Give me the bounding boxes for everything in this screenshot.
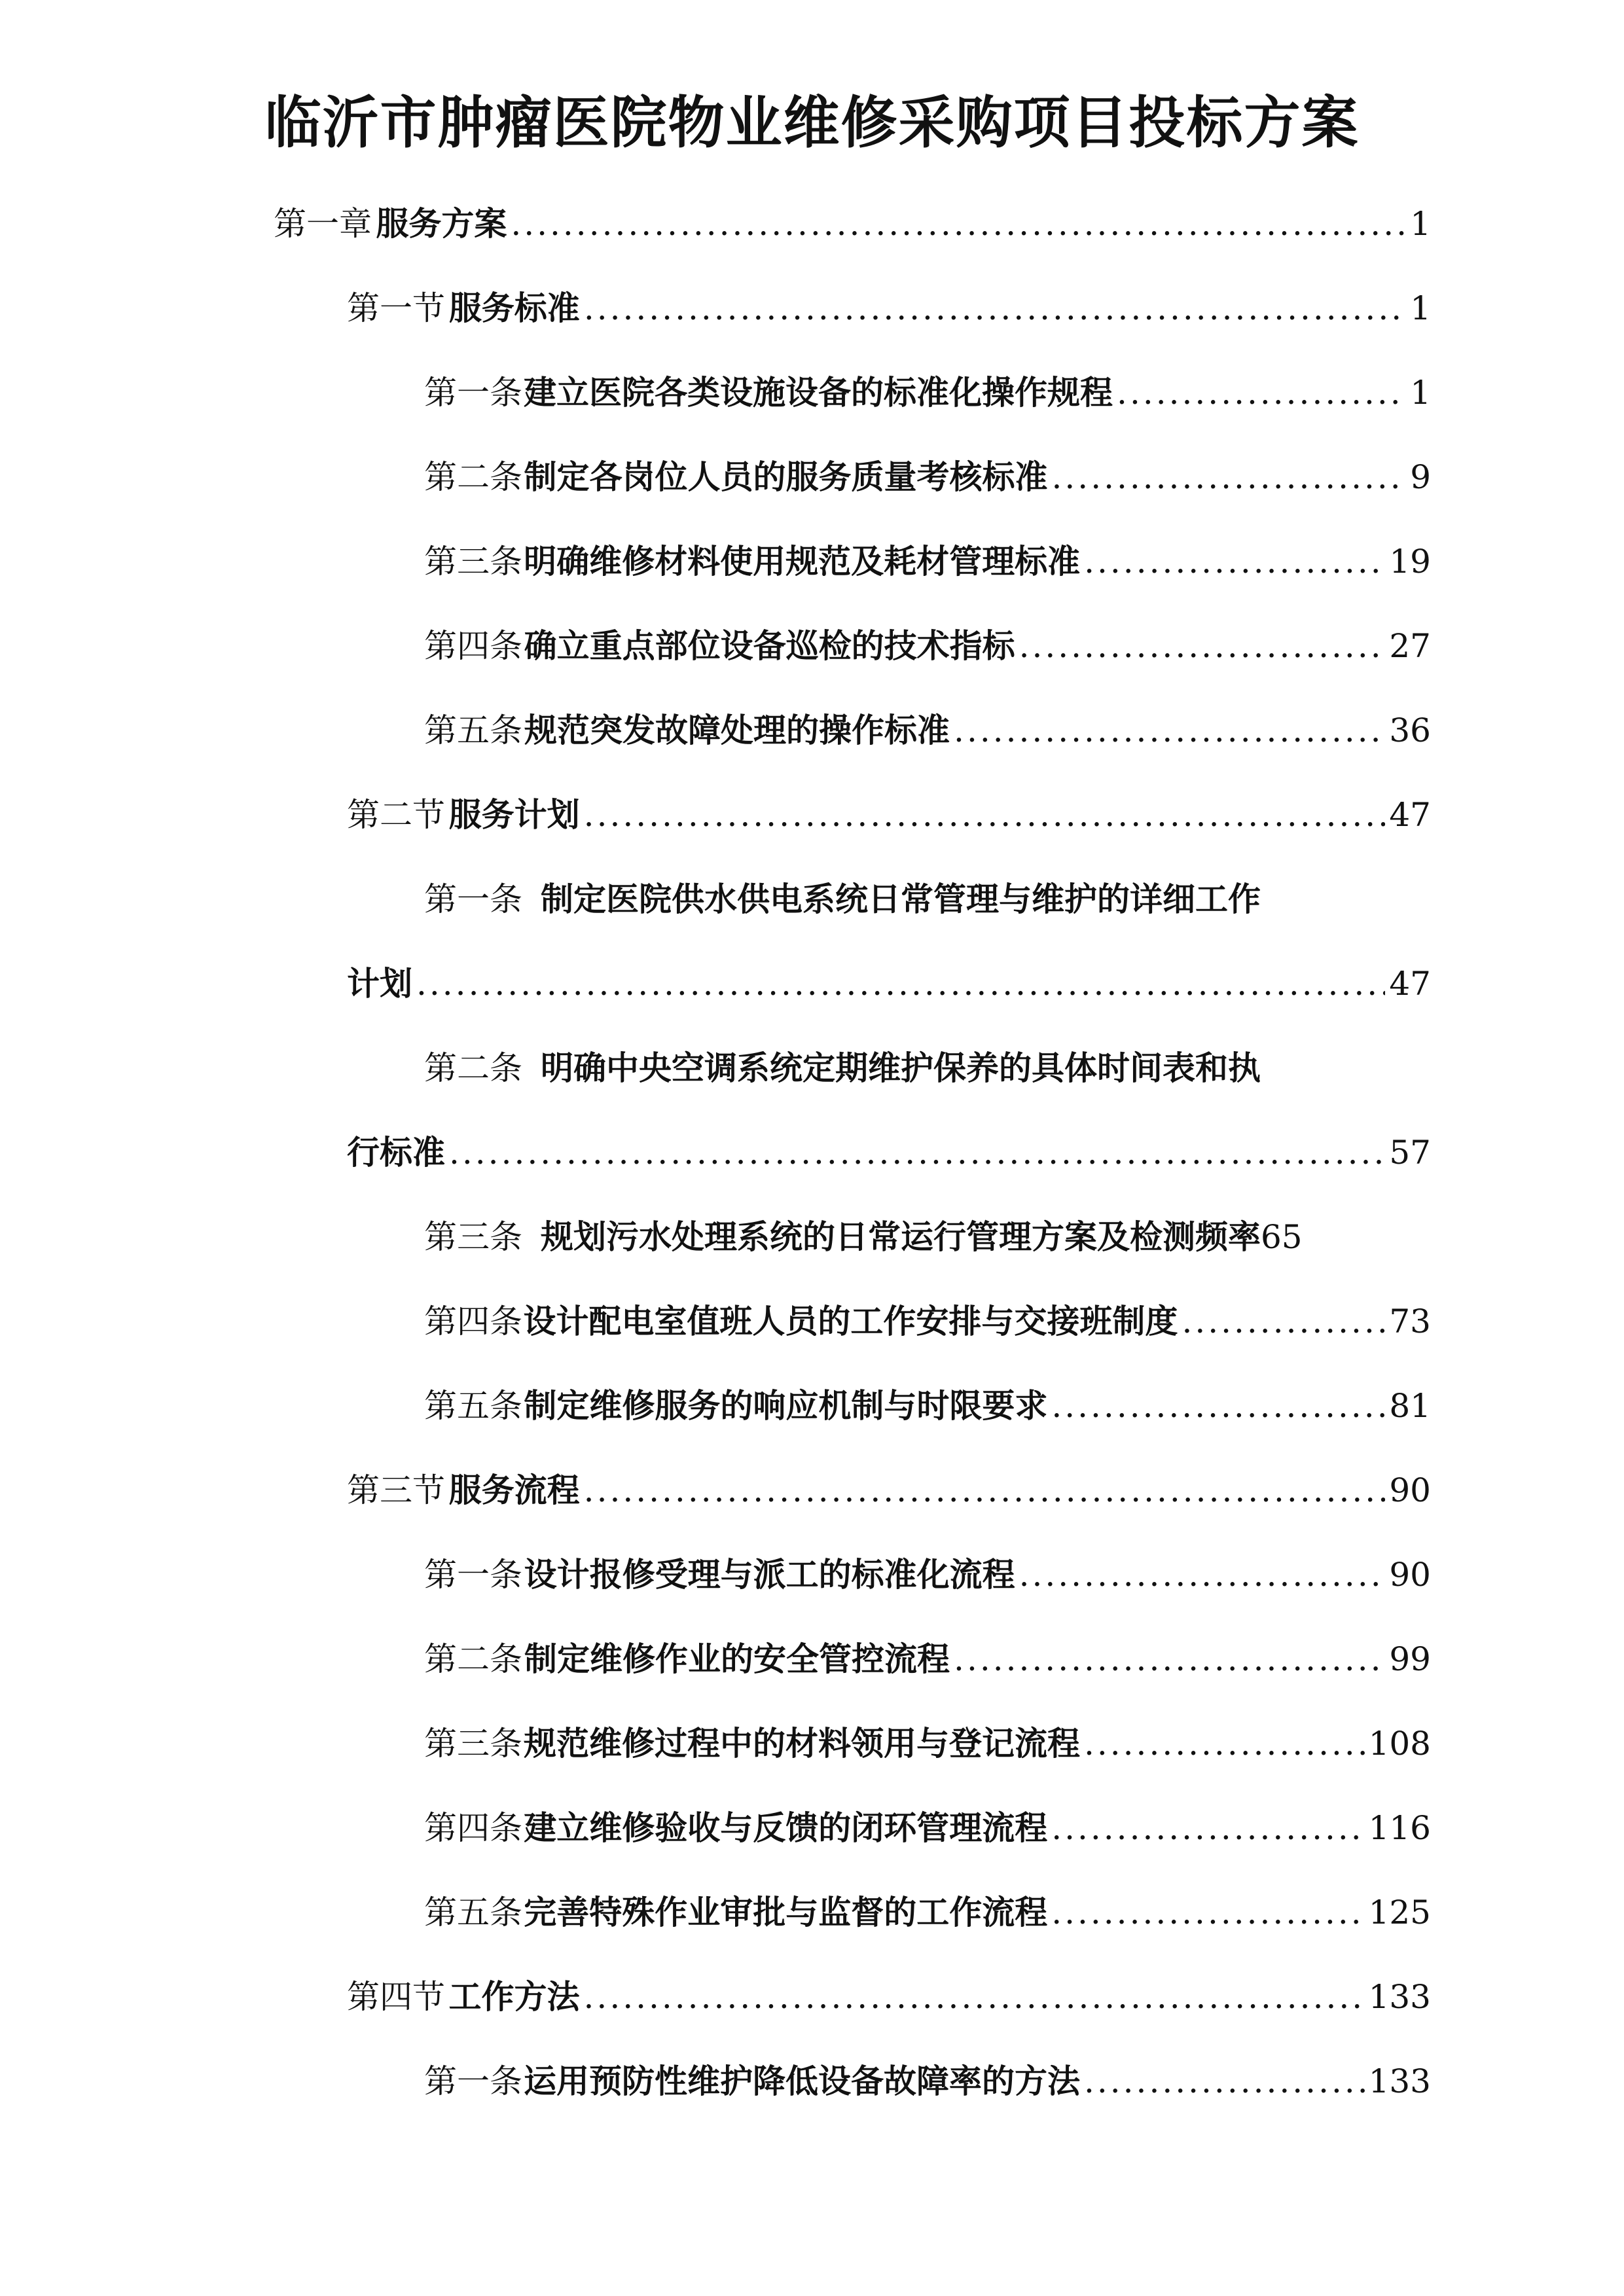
toc-entry-article[interactable] [424,1216,1431,1258]
toc-entry-article[interactable] [424,1300,1431,1342]
toc-page: 99 [1389,1640,1431,1678]
toc-entry-article[interactable] [424,625,1431,667]
toc-leader [416,963,1385,1005]
toc-leader [954,709,1385,751]
toc-page: 47 [1389,796,1431,834]
toc-title: 工作方法 [448,1978,580,2016]
toc-number: 第一条 [424,374,522,412]
toc-page: 47 [1389,965,1431,1003]
toc-entry-chapter-1[interactable] [274,203,1431,245]
toc-leader [954,1638,1385,1680]
toc-title: 明确中央空调系统定期维护保养的具体时间表和执 [541,1049,1261,1087]
toc-title: 服务流程 [448,1471,580,1509]
toc-title: 明确维修材料使用规范及耗材管理标准 [524,543,1081,581]
toc-number: 第四条 [424,1302,522,1340]
toc-title: 服务计划 [448,796,580,834]
toc-title: 设计报修受理与派工的标准化流程 [524,1556,1015,1594]
toc-number: 第五条 [424,1387,522,1425]
toc-page: 133 [1368,1978,1431,2016]
toc-leader [584,1469,1386,1511]
toc-leader [511,203,1406,245]
toc-title: 建立医院各类设施设备的标准化操作规程 [524,374,1113,412]
toc-entry-article[interactable] [424,1807,1431,1849]
toc-number: 第二节 [347,796,445,834]
document-title: 临沂市肿瘤医院物业维修采购项目投标方案 [264,90,1360,156]
toc-leader [584,287,1406,329]
toc-entry-article-wrapped[interactable] [424,878,1431,920]
toc-leader [1051,1807,1364,1849]
toc-page: 90 [1389,1556,1431,1594]
toc-number: 第二条 [424,458,522,496]
toc-entry-article[interactable] [424,1638,1431,1680]
toc-page: 73 [1389,1302,1431,1340]
toc-leader [1052,456,1407,498]
toc-number: 第一条 [424,2062,522,2100]
toc-number: 第一章 [274,205,372,243]
toc-title: 制定医院供水供电系统日常管理与维护的详细工作 [541,880,1261,918]
toc-entry-section-4[interactable] [347,1976,1431,2018]
toc-leader [1019,625,1386,667]
toc-number: 第五条 [424,711,522,749]
toc-title: 服务标准 [448,289,580,327]
toc-entry-continuation[interactable] [347,963,1431,1005]
toc-entry-article[interactable] [424,1554,1431,1596]
toc-title: 运用预防性维护降低设备故障率的方法 [523,2062,1080,2100]
toc-number: 第四节 [347,1978,445,2016]
toc-entry-article[interactable] [424,456,1431,498]
toc-page: 36 [1389,711,1431,749]
toc-page: 65 [1261,1218,1303,1256]
toc-entry-article[interactable] [424,372,1431,414]
toc-number: 第四条 [424,1809,522,1847]
toc-leader [1084,2060,1365,2102]
toc-title-continued: 计划 [347,965,412,1003]
toc-entry-article[interactable] [424,2060,1431,2102]
toc-entry-article[interactable] [424,541,1431,583]
toc-entry-section-2[interactable] [347,794,1431,836]
toc-title: 规范维修过程中的材料领用与登记流程 [523,1725,1080,1763]
toc-leader [1051,1892,1364,1933]
toc-title: 服务方案 [376,205,507,243]
toc-title-continued: 行标准 [347,1134,445,1172]
toc-title: 规范突发故障处理的操作标准 [524,711,950,749]
toc-entry-article-wrapped[interactable] [424,1047,1431,1089]
toc-entry-article[interactable] [424,1723,1431,1765]
toc-title: 设计配电室值班人员的工作安排与交接班制度 [523,1302,1178,1340]
toc-title: 完善特殊作业审批与监督的工作流程 [524,1893,1048,1931]
toc-leader [1182,1300,1385,1342]
toc-number: 第三条 [424,1725,522,1763]
toc-number: 第四条 [424,627,522,665]
toc-number: 第一条 [424,1556,522,1594]
toc-page: 116 [1368,1809,1431,1847]
toc-leader [1019,1554,1386,1596]
toc-page: 1 [1410,289,1431,327]
toc-entry-article[interactable] [424,1892,1431,1933]
toc-number: 第二条 [424,1640,522,1678]
toc-leader [1084,541,1385,583]
toc-number: 第三节 [347,1471,445,1509]
toc-number: 第一条 [424,880,522,918]
toc-entry-continuation[interactable] [347,1132,1431,1174]
toc-title: 规划污水处理系统的日常运行管理方案及检测频率 [541,1218,1261,1256]
toc-title: 确立重点部位设备巡检的技术指标 [524,627,1015,665]
toc-title: 建立维修验收与反馈的闭环管理流程 [524,1809,1048,1847]
toc-leader [1117,372,1406,414]
toc-entry-section-3[interactable] [347,1469,1431,1511]
toc-number: 第五条 [424,1893,522,1931]
toc-number: 第一节 [347,289,445,327]
toc-title: 制定维修作业的安全管控流程 [524,1640,950,1678]
toc-entry-section-1[interactable] [347,287,1431,329]
toc-title: 制定各岗位人员的服务质量考核标准 [524,458,1048,496]
toc-leader [584,794,1386,836]
toc-page: 125 [1368,1893,1431,1931]
toc-page: 9 [1410,458,1431,496]
toc-leader [584,1976,1365,2018]
toc-page: 133 [1368,2062,1431,2100]
toc-entry-article[interactable] [424,1385,1431,1427]
toc-leader [1084,1723,1365,1765]
toc-page: 19 [1389,543,1431,581]
toc-page: 90 [1389,1471,1431,1509]
toc-page: 1 [1410,374,1431,412]
toc-page: 57 [1389,1134,1431,1172]
toc-page: 108 [1368,1725,1431,1763]
toc-number: 第三条 [424,1218,522,1256]
toc-entry-article[interactable] [424,709,1431,751]
toc-page: 1 [1410,205,1431,243]
toc-page: 27 [1389,627,1431,665]
toc-leader [449,1132,1385,1174]
toc-leader [1051,1385,1385,1427]
toc-number: 第三条 [424,543,522,581]
toc-title: 制定维修服务的响应机制与时限要求 [524,1387,1048,1425]
toc-number: 第二条 [424,1049,522,1087]
toc-page: 81 [1389,1387,1431,1425]
